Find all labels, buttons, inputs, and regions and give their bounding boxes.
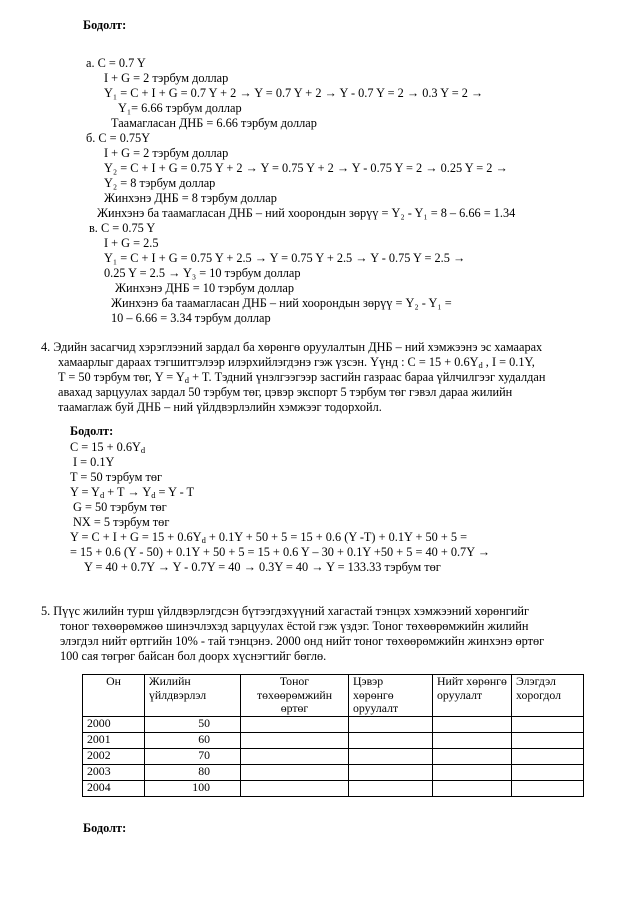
- solution-4-heading: Бодолт:: [70, 424, 114, 438]
- table-cell: [433, 749, 512, 765]
- table-cell: [512, 765, 584, 781]
- part-b-line-1: б. C = 0.75Y: [86, 131, 151, 145]
- table-cell: [433, 733, 512, 749]
- part-a-line-4: Y₁= 6.66 тэрбум доллар: [118, 101, 242, 115]
- problem-5-line-4: 100 сая төгрөг байсан бол доорх хүснэгтийг бөглө.: [60, 649, 327, 663]
- problem-4-line-3: T = 50 тэрбум төг, $Y = Y_d + T$. Тэдний үнэлгээгээр засгийн газраас бараа үйлчилгээг худалдан: [58, 370, 546, 385]
- part-a-line-1: а. C = 0.7 Y: [86, 56, 146, 70]
- table-cell: 2004: [83, 781, 145, 797]
- solution-4-line-8: = 15 + 0.6 (Y - 50) + 0.1Y + 50 + 5 = 15 + 0.6 Y – 30 + 0.1Y +50 + 5 = 40 + 0.7Y →: [70, 545, 490, 559]
- part-b-line-6: Жинхэнэ ба таамагласан ДНБ – ний хоорондын зөрүү = Y₂ - Y₁ = 8 – 6.66 = 1.34: [97, 206, 516, 220]
- part-a-line-5: Таамагласан ДНБ = 6.66 тэрбум доллар: [111, 116, 317, 130]
- part-v-line-3: Y₁ = C + I + G = 0.75 Y + 2.5 → Y = 0.75 Y + 2.5 → Y - 0.75 Y = 2.5 →: [104, 251, 466, 265]
- problem-5-line-3: элэгдэл нийт өртгийн 10% - тай тэнцэнэ. 2000 онд нийт тоног төхөөрөмжийн жинхэнэ өртөг: [60, 634, 545, 648]
- problem-4-line-5: таамаглаж буй ДНБ – ний үйлдвэрлэлийн хэмжээг тодорхойл.: [58, 400, 382, 414]
- part-v-line-7: 10 – 6.66 = 3.34 тэрбум доллар: [111, 311, 271, 325]
- solution-5-heading: Бодолт:: [83, 821, 127, 835]
- table-cell: [512, 781, 584, 797]
- table-cell: [349, 717, 433, 733]
- table-cell: [349, 765, 433, 781]
- table-cell: 2001: [83, 733, 145, 749]
- investment-table: [82, 674, 584, 797]
- table-cell: 2002: [83, 749, 145, 765]
- problem-5-line-1: 5. Пүүс жилийн турш үйлдвэрлэгдсэн бүтээгдэхүүний хагастай тэнцэх хэмжээний хөрөнгийг: [41, 604, 530, 618]
- table-header-cell: Нийт хөрөнгө оруулалт: [433, 675, 512, 717]
- solution-4-line-9: Y = 40 + 0.7Y → Y - 0.7Y = 40 → 0.3Y = 40 → Y = 133.33 тэрбум төг: [84, 560, 441, 574]
- part-b-line-2: I + G = 2 тэрбум доллар: [104, 146, 229, 160]
- table-cell: [349, 749, 433, 765]
- table-row: [83, 765, 584, 781]
- solution-4-line-1: $C = 15 + 0.6Y_d$: [70, 440, 146, 455]
- part-a-line-2: I + G = 2 тэрбум доллар: [104, 71, 229, 85]
- table-cell: [433, 781, 512, 797]
- problem-4-line-1: 4. Эдийн засагчид хэрэглээний зардал ба хөрөнгө оруулалтын ДНБ – ний хэмжээнэ эс хамаарах: [41, 340, 543, 354]
- solution-4-line-5: G = 50 тэрбум төг: [73, 500, 167, 514]
- table-cell: [241, 717, 349, 733]
- table-row: [83, 717, 584, 733]
- part-v-line-2: I + G = 2.5: [104, 236, 159, 250]
- table-cell: [241, 733, 349, 749]
- part-v-line-4: 0.25 Y = 2.5 → Y₃ = 10 тэрбум доллар: [104, 266, 301, 280]
- table-cell: [241, 781, 349, 797]
- table-cell: 2003: [83, 765, 145, 781]
- problem-5-line-2: тоног төхөөрөмжөө шинэчлэхэд зарцуулах ёстой гэж үздэг. Тоног төхөөрөмжийн жилийн: [60, 619, 529, 633]
- table-cell: 60: [145, 733, 241, 749]
- table-header-cell: Тоног төхөөрөмжийн өртөг: [241, 675, 349, 717]
- table-cell: [349, 781, 433, 797]
- table-header-cell: Цэвэр хөрөнгө оруулалт: [349, 675, 433, 717]
- table-cell: [512, 717, 584, 733]
- table-cell: 100: [145, 781, 241, 797]
- table-header-cell: Он: [83, 675, 145, 717]
- solution-heading: Бодолт:: [83, 18, 127, 32]
- solution-4-line-6: NX = 5 тэрбум төг: [73, 515, 170, 529]
- table-header-row: [83, 675, 584, 717]
- table-cell: 70: [145, 749, 241, 765]
- solution-4-line-2: I = 0.1Y: [73, 455, 115, 469]
- table-cell: [433, 717, 512, 733]
- table-cell: [349, 733, 433, 749]
- table-cell: [241, 765, 349, 781]
- table-cell: [512, 749, 584, 765]
- table-cell: [241, 749, 349, 765]
- problem-4-line-4: авахад зарцуулах зардал 50 тэрбум төг, цэвэр экспорт 5 тэрбум төг гэвэл дараа жилийн: [58, 385, 513, 399]
- part-v-line-6: Жинхэнэ ба таамагласан ДНБ – ний хоорондын зөрүү = Y₂ - Y₁ =: [111, 296, 452, 310]
- part-v-line-5: Жинхэнэ ДНБ = 10 тэрбум доллар: [115, 281, 295, 295]
- part-b-line-3: Y₂ = C + I + G = 0.75 Y + 2 → Y = 0.75 Y + 2 → Y - 0.75 Y = 2 → 0.25 Y = 2 →: [104, 161, 508, 175]
- table-row: [83, 733, 584, 749]
- solution-4-line-4: $Y = Y_d + T \to Y_d = Y - T$: [70, 485, 195, 500]
- problem-4-line-2: хамаарлыг дараах тэгшитгэлээр илэрхийлэгдэнэ гэж үзсэн. Үүнд : $C = 15 + 0.6Y_d$ , I = 0.1Y,: [58, 355, 535, 370]
- table-cell: 50: [145, 717, 241, 733]
- part-v-line-1: в. C = 0.75 Y: [89, 221, 156, 235]
- part-b-line-5: Жинхэнэ ДНБ = 8 тэрбум доллар: [104, 191, 277, 205]
- table-row: [83, 781, 584, 797]
- table-row: [83, 749, 584, 765]
- part-b-line-4: Y₂ = 8 тэрбум доллар: [104, 176, 216, 190]
- part-a-line-3: Y₁ = C + I + G = 0.7 Y + 2 → Y = 0.7 Y + 2 → Y - 0.7 Y = 2 → 0.3 Y = 2 →: [104, 86, 484, 100]
- table-header-cell: Элэгдэл хорогдол: [512, 675, 584, 717]
- table-cell: 80: [145, 765, 241, 781]
- solution-4-line-3: T = 50 тэрбум төг: [70, 470, 163, 484]
- table-cell: [512, 733, 584, 749]
- table-header-cell: Жилийн үйлдвэрлэл: [145, 675, 241, 717]
- table-cell: 2000: [83, 717, 145, 733]
- solution-4-line-7: $Y = C + I + G = 15 + 0.6Y_d + 0.1Y + 50 + 5 = 15 + 0.6$ (Y -T) + 0.1Y + 50 + 5 =: [70, 530, 468, 545]
- table-cell: [433, 765, 512, 781]
